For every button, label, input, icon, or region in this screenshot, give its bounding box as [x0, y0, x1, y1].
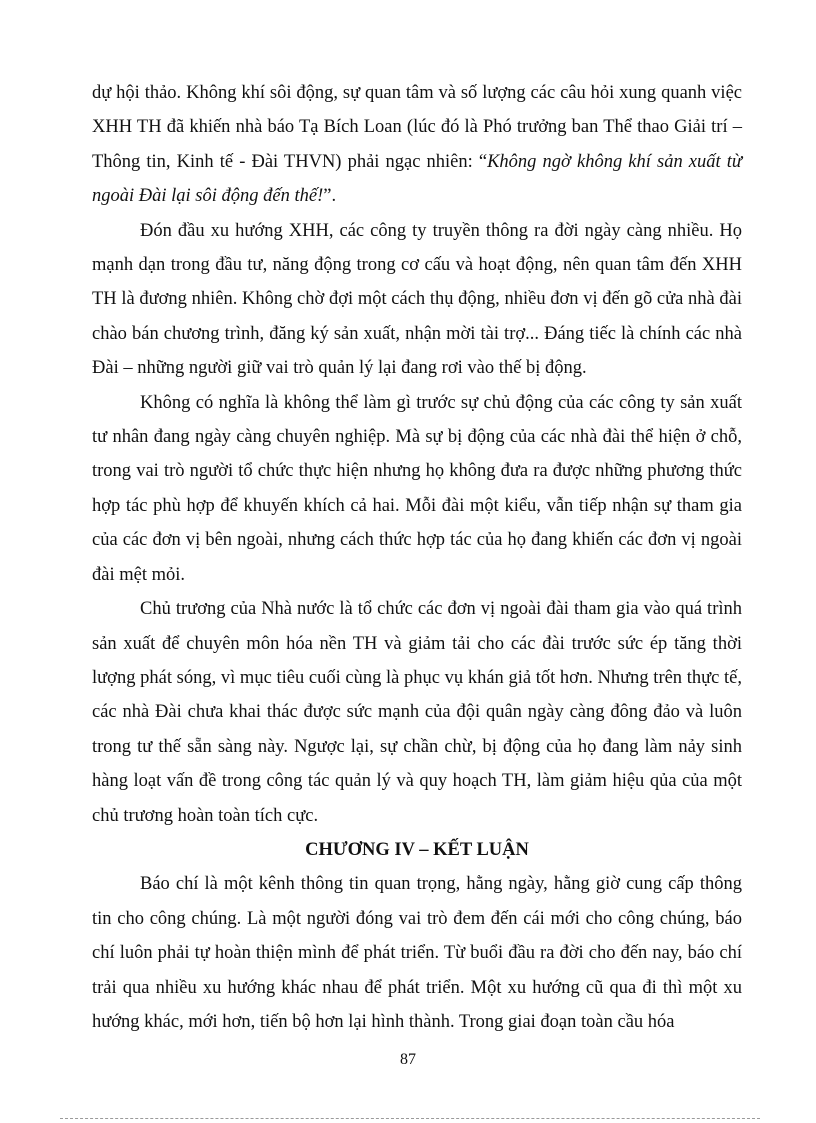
- paragraph-3: Không có nghĩa là không thể làm gì trước sự chủ động của các công ty sản xuất tư nhân đang ngày càng chuyên nghiệp. Mà sự bị động của các nhà đài thể hiện ở chỗ, trong vai trò người tổ chức thực hiện nhưng họ không đưa ra được những phương thức hợp tác phù hợp để khuyến khích cả hai. Mỗi đài một kiểu, vẫn tiếp nhận sự tham gia của các đơn vị bên ngoài, nhưng cách thức hợp tác của họ đang khiến các đơn vị ngoài đài mệt mỏi.: [92, 392, 742, 585]
- paragraph-2: Đón đầu xu hướng XHH, các công ty truyền thông ra đời ngày càng nhiều. Họ mạnh dạn trong đầu tư, năng động trong cơ cấu và hoạt động, nên quan tâm đến XHH TH là đương nhiên. Không chờ đợi một cách thụ động, nhiều đơn vị đến gõ cửa nhà đài chào bán chương trình, đăng ký sản xuất, nhận mời tài trợ... Đáng tiếc là chính các nhà Đài – những người giữ vai trò quản lý lại đang rơi vào thế bị động.: [92, 220, 742, 379]
- bottom-border: [60, 1118, 760, 1119]
- conclusion-paragraph: Báo chí là một kênh thông tin quan trọng, hằng ngày, hằng giờ cung cấp thông tin cho công chúng. Là một người đóng vai trò đem đến cái mới cho công chúng, báo chí luôn phải tự hoàn thiện mình để phát triển. Từ buổi đầu ra đời cho đến nay, báo chí trải qua nhiều xu hướng khác nhau để phát triển. Một xu hướng cũ qua đi thì một xu hướng khác, mới hơn, tiến bộ hơn lại hình thành. Trong giai đoạn toàn cầu hóa: [92, 874, 742, 1032]
- page-number: 87: [400, 1051, 416, 1068]
- paragraph-4: Chủ trương của Nhà nước là tổ chức các đơn vị ngoài đài tham gia vào quá trình sản xuất để chuyên môn hóa nền TH và giảm tải cho các đài trước sức ép tăng thời lượng phát sóng, vì mục tiêu cuối cùng là phục vụ khán giả tốt hơn. Nhưng trên thực tế, các nhà Đài chưa khai thác được sức mạnh của đội quân ngày càng đông đảo và luôn trong tư thế sẵn sàng này. Ngược lại, sự chần chừ, bị động của họ đang làm nảy sinh hàng loạt vấn đề trong công tác quản lý và quy hoạch TH, làm giảm hiệu qủa của một chủ trương hoàn toàn tích cực.: [92, 599, 742, 826]
- document-page: [92, 76, 742, 1039]
- quoted-remark: Không ngờ không khí sản xuất từ ngoài Đài lại sôi động đến thế!: [92, 151, 742, 207]
- paragraph-1-tail: ”.: [323, 186, 337, 207]
- chapter-heading: CHƯƠNG IV – KẾT LUẬN: [305, 839, 529, 860]
- paragraph-1-lead: dự hội thảo. Không khí sôi động, sự quan tâm và số lượng các câu hỏi xung quanh việc XHH TH đã khiến nhà báo Tạ Bích Loan (lúc đó là Phó trưởng ban Thể thao Giải trí – Thông tin, Kinh tế - Đài THVN) phải ngạc nhiên: “: [92, 83, 742, 172]
- paragraph-1: [92, 76, 742, 214]
